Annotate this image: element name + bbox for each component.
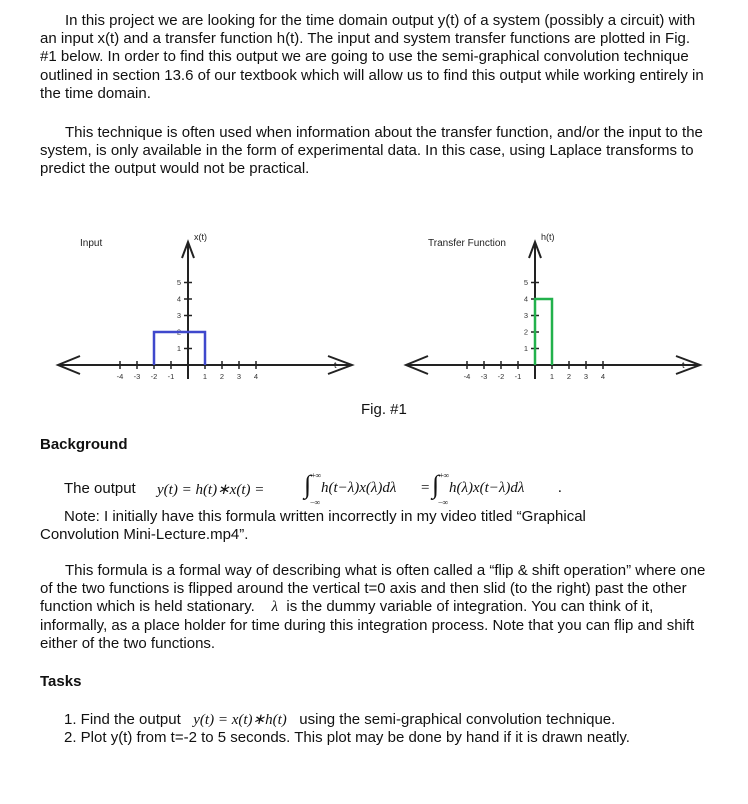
convolution-formula (64, 468, 624, 507)
y-tick-label: 1 (523, 344, 528, 353)
integral-2-lower-limit: −∞ (438, 498, 449, 507)
x-tick-label: 2 (219, 372, 225, 381)
axis-label: t (334, 360, 337, 370)
y-tick-label: 4 (523, 294, 528, 304)
lambda-symbol: λ (271, 599, 279, 616)
output-label: The output (64, 480, 136, 497)
x-tick-label: -4 (463, 372, 471, 381)
x-tick-label: 3 (583, 372, 589, 381)
panel-label: Input (80, 238, 103, 249)
task-1: 1. Find the output y(t) = x(t)∗h(t) using the semi-graphical convolution technique. (64, 711, 616, 728)
y-tick-label: 1 (176, 344, 181, 353)
y-tick-label: 5 (176, 278, 181, 287)
note-line-1: Note: I initially have this formula written incorrectly in my video titled “Graphical (64, 508, 586, 525)
intro-paragraph-2: This technique is often used when information about the transfer function, and/or the input to the system, is only available in the form of experimental data. In this case, using Laplace transforms to predict the output would not be practical. (40, 124, 703, 178)
x-tick-label: 1 (549, 372, 555, 381)
x-tick-label: 3 (236, 372, 242, 381)
function-label: x(t) (194, 232, 207, 242)
x-tick-label: -3 (133, 372, 141, 381)
integral-2-upper-limit: +∞ (439, 471, 450, 480)
x-tick-label: -2 (150, 372, 158, 381)
y-tick-label: 3 (176, 311, 181, 320)
x-tick-label: -3 (480, 372, 488, 381)
integral-1-upper-limit: +∞ (311, 471, 322, 480)
integral-1-body: h(t−λ)x(λ)dλ (321, 480, 397, 496)
background-heading: Background (40, 436, 128, 453)
integral-2-body: h(λ)x(t−λ)dλ (449, 480, 525, 496)
figure-caption: Fig. #1 (361, 401, 407, 418)
y-tick-label: 2 (176, 327, 181, 337)
integral-1-lower-limit: −∞ (310, 498, 321, 507)
integral-sign-1: ∫ (304, 470, 312, 499)
y-tick-label: 3 (523, 311, 528, 320)
tasks-heading: Tasks (40, 673, 82, 690)
x-tick-label: -4 (116, 372, 124, 381)
x-tick-label: 1 (202, 372, 208, 381)
note-line-2: Convolution Mini-Lecture.mp4”. (40, 526, 249, 543)
x-tick-label: -2 (497, 372, 505, 381)
y-tick-label: 2 (523, 327, 528, 337)
y-tick-label: 4 (176, 294, 181, 304)
task-1-formula: y(t) = x(t)∗h(t) (193, 712, 287, 728)
transfer-function-plot (398, 222, 708, 392)
x-tick-label: -1 (514, 372, 522, 381)
x-tick-label: 4 (600, 372, 606, 381)
input-plot (50, 222, 360, 392)
intro-paragraph-1: In this project we are looking for the time domain output y(t) of a system (possibly a circuit) with an input x(t) and a transfer function h(t). The input and system transfer functions are plotted in Fig. #1 below. In order to find this output we are going to use the semi-graphical convolution technique outlined in section 13.6 of our textbook which will allow us to find this output while working entirely in the time domain. (40, 12, 704, 102)
flip-shift-paragraph: This formula is a formal way of describing what is often called a “flip & shift operation” where one of the two functions is flipped around the vertical t=0 axis and then slid (to the right) past the other function which is held stationary. λ is the dummy variable of integration. You can think of it, informally, as a place holder for time during this integration process. Note that you can flip and shift either of the two functions. (40, 562, 706, 652)
task-2: 2. Plot y(t) from t=-2 to 5 seconds. This plot may be done by hand if it is drawn neatly. (64, 729, 630, 746)
x-tick-label: -1 (167, 372, 175, 381)
formula-equals: = (421, 480, 430, 496)
formula-period: . (558, 480, 562, 496)
function-label: h(t) (541, 232, 555, 242)
integral-sign-2: ∫ (432, 470, 440, 499)
panel-label: Transfer Function (428, 238, 506, 249)
axis-label: t (682, 360, 685, 370)
x-tick-label: 4 (253, 372, 259, 381)
y-tick-label: 5 (523, 278, 528, 287)
formula-lhs: y(t) = h(t)∗x(t) = (157, 482, 265, 498)
x-tick-label: 2 (566, 372, 572, 381)
